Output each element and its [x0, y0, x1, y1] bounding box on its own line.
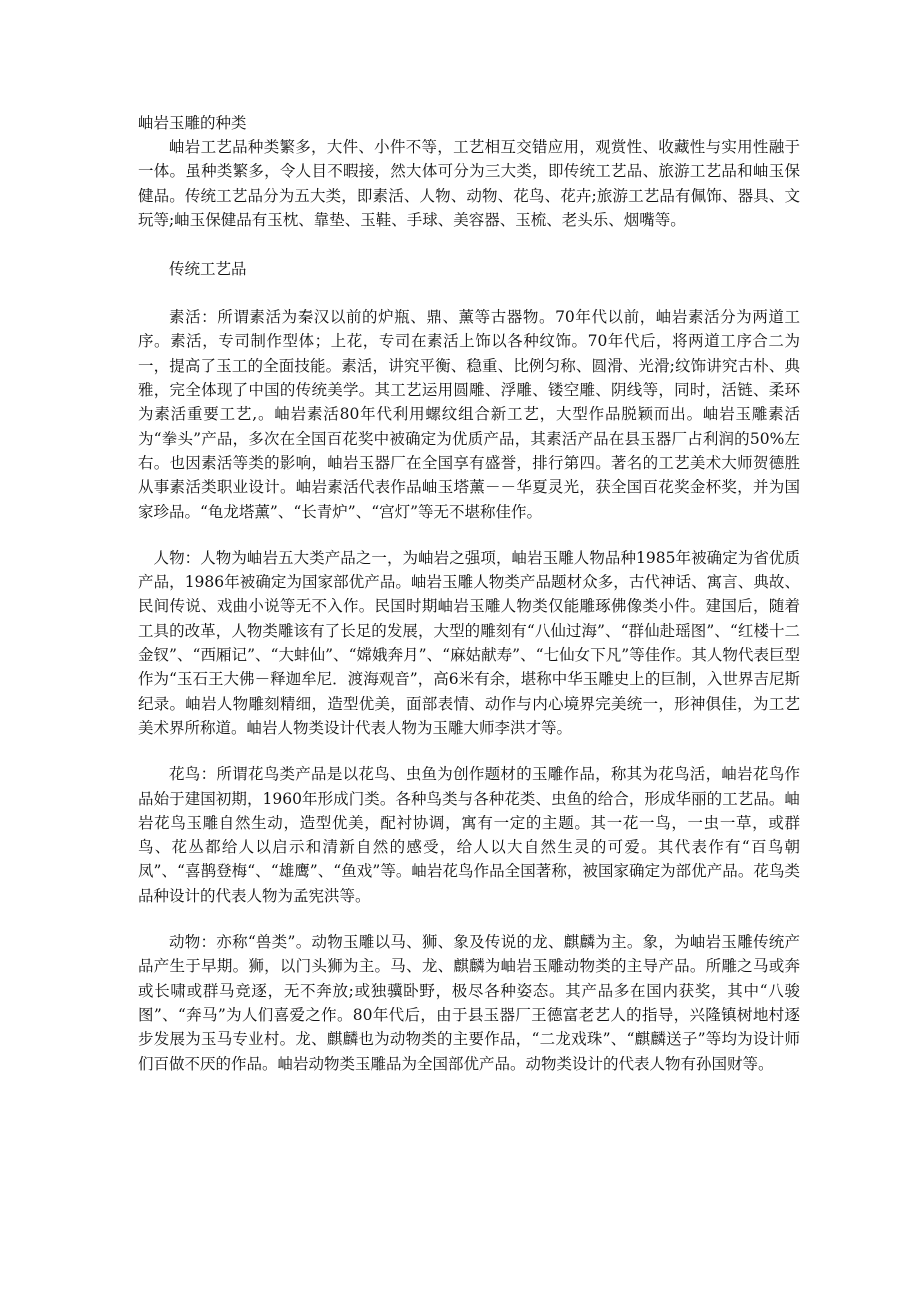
document-title: 岫岩玉雕的种类	[138, 114, 247, 132]
paragraph-renwu: 人物：人物为岫岩五大类产品之一，为岫岩之强项，岫岩玉雕人物品种1985年被确定为省优质产品，1986年被确定为国家部优产品。岫岩玉雕人物类产品题材众多，古代神话、寓言、典故、民间传说、戏曲小说等无不入作。民国时期岫岩玉雕人物类仅能雕琢佛像类小件。建国后，随着工具的改革，人物类雕该有了长足的发展，大型的雕刻有“八仙过海”、“群仙赴瑶图”、“红楼十二金钗”、“西厢记”、“大蚌仙”、“嫦娥奔月”、“麻姑献寿”、“七仙女下凡”等佳作。其人物代表巨型作为“玉石王大佛－释迦牟尼．渡海观音”，高6米有余，堪称中华玉雕史上的巨制，入世界吉尼斯纪录。岫岩人物雕刻精细，造型优美，面部表情、动作与内心境界完美统一，形神俱佳，为工艺美术界所称道。岫岩人物类设计代表人物为玉雕大师李洪才等。	[138, 548, 800, 737]
spacer	[138, 281, 800, 305]
paragraph-huaniao: 花鸟：所谓花鸟类产品是以花鸟、虫鱼为创作题材的玉雕作品，称其为花鸟活，岫岩花鸟作品始于建国初期，1960年形成门类。各种鸟类与各种花类、虫鱼的给合，形成华丽的工艺品。岫岩花鸟玉雕自然生动，造型优美，配衬协调，寓有一定的主题。其一花一鸟，一虫一草，或群鸟、花丛都给人以启示和清新自然的感受，给人以大自然生灵的可爱。其代表作有“百鸟朝凤”、“喜鹊登梅“、“雄鹰”、“鱼戏”等。岫岩花鸟作品全国著称，被国家确定为部优产品。花鸟类品种设计的代表人物为孟宪洪等。	[138, 765, 800, 905]
spacer	[138, 740, 800, 762]
intro-paragraph: 岫岩工艺品种类繁多，大件、小件不等，工艺相互交错应用，观赏性、收藏性与实用性融于一体。虽种类繁多，令人目不暇接，然大体可分为三大类，即传统工艺品、旅游工艺品和岫玉保健品。传统工艺品分为五大类，即素活、人物、动物、花鸟、花卉;旅游工艺品有佩饰、器具、文玩等;岫玉保健品有玉枕、靠垫、玉鞋、手球、美容器、玉梳、老头乐、烟嘴等。	[138, 138, 800, 229]
paragraph-suhuo: 素活：所谓素活为秦汉以前的炉瓶、鼎、薰等古器物。70年代以前，岫岩素活分为两道工序。素活，专司制作型体；上花，专司在素活上饰以各种纹饰。70年代后，将两道工序合二为一，提高了玉工的全面技能。素活，讲究平衡、稳重、比例匀称、圆滑、光滑;纹饰讲究古朴、典雅，完全体现了中国的传统美学。其工艺运用圆雕、浮雕、镂空雕、阴线等，同时，活链、柔环为素活重要工艺,。岫岩素活80年代利用螺纹组合新工艺，大型作品脱颖而出。岫岩玉雕素活为“拳头”产品，多次在全国百花奖中被确定为优质产品，其素活产品在县玉器厂占利润的50%左右。也因素活等类的影响，岫岩玉器厂在全国享有盛誉，排行第四。著名的工艺美术大师贺德胜从事素活类职业设计。岫岩素活代表作品岫玉塔薰－－华夏灵光，获全国百花奖金杯奖，并为国家珍品。“龟龙塔薰”、“长青炉”、“宫灯”等无不堪称佳作。	[138, 308, 800, 521]
spacer	[138, 232, 800, 257]
spacer	[138, 524, 800, 546]
spacer	[138, 908, 800, 930]
paragraph-dongwu: 动物：亦称“兽类”。动物玉雕以马、狮、象及传说的龙、麒麟为主。象，为岫岩玉雕传统产品产生于早期。狮，以门头狮为主。马、龙、麒麟为岫岩玉雕动物类的主导产品。所雕之马或奔或长啸或群马竞逐，无不奔放;或独骥卧野，极尽各种姿态。其产品多在国内获奖，其中“八骏图”、“奔马”为人们喜爱之作。80年代后，由于县玉器厂王德富老艺人的指导，兴隆镇树地村逐步发展为玉马专业村。龙、麒麟也为动物类的主要作品，“二龙戏珠”、“麒麟送子”等均为设计师们百做不厌的作品。岫岩动物类玉雕品为全国部优产品。动物类设计的代表人物有孙国财等。	[138, 933, 800, 1073]
document-body	[138, 111, 800, 1076]
section-heading: 传统工艺品	[169, 260, 247, 279]
